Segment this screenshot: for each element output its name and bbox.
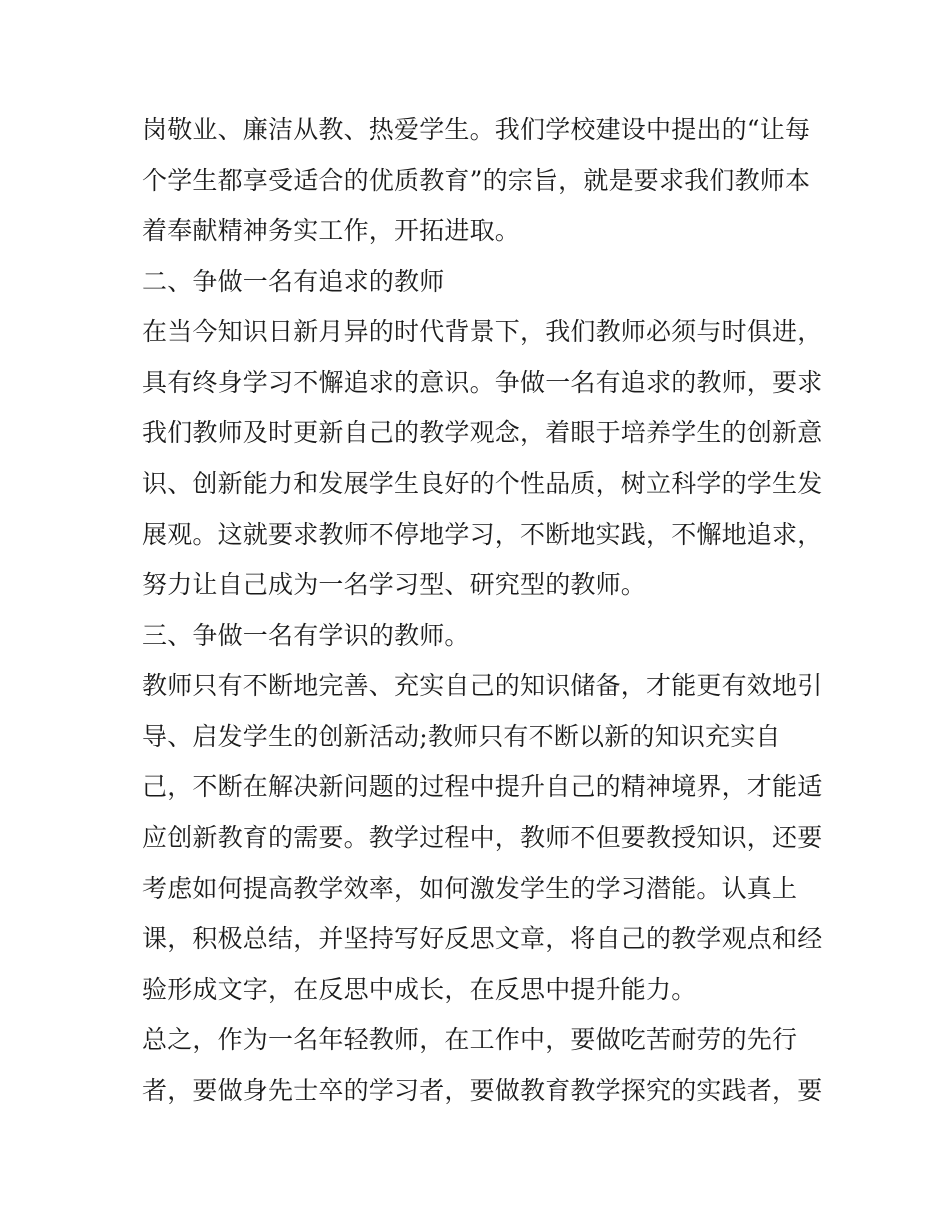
text-line-6: 具有终身学习不懈追求的意识。争做一名有追求的教师，要求 xyxy=(142,368,823,397)
text-line-10: 努力让自己成为一名学习型、研究型的教师。 xyxy=(142,570,647,599)
text-line-16: 考虑如何提高教学效率，如何激发学生的学习潜能。认真上 xyxy=(142,874,798,903)
section-heading-2: 二、争做一名有追求的教师 xyxy=(142,267,445,296)
text-line-17: 课，积极总结，并坚持写好反思文章，将自己的教学观点和经 xyxy=(142,924,823,953)
section-heading-3: 三、争做一名有学识的教师。 xyxy=(142,621,470,650)
text-line-12: 教师只有不断地完善、充实自己的知识储备，才能更有效地引 xyxy=(142,671,823,700)
text-line-5: 在当今知识日新月异的时代背景下，我们教师必须与时俱进， xyxy=(142,317,823,346)
text-line-8: 识、创新能力和发展学生良好的个性品质，树立科学的学生发 xyxy=(142,469,823,498)
text-line-20: 者，要做身先士卒的学习者，要做教育教学探究的实践者，要 xyxy=(142,1076,823,1105)
text-line-18: 验形成文字，在反思中成长，在反思中提升能力。 xyxy=(142,975,697,1004)
text-line-15: 应创新教育的需要。教学过程中，教师不但要教授知识，还要 xyxy=(142,823,823,852)
text-line-2: 个学生都享受适合的优质教育”的宗旨，就是要求我们教师本 xyxy=(142,166,811,195)
text-line-19: 总之，作为一名年轻教师，在工作中，要做吃苦耐劳的先行 xyxy=(142,1025,798,1054)
text-line-1: 岗敬业、廉洁从教、热爱学生。我们学校建设中提出的“让每 xyxy=(142,115,811,144)
text-line-3: 着奉献精神务实工作，开拓进取。 xyxy=(142,216,521,245)
text-line-7: 我们教师及时更新自己的教学观念，着眼于培养学生的创新意 xyxy=(142,418,823,447)
text-line-9: 展观。这就要求教师不停地学习，不断地实践，不懈地追求， xyxy=(142,520,823,549)
text-line-14: 己，不断在解决新问题的过程中提升自己的精神境界，才能适 xyxy=(142,772,823,801)
text-line-13: 导、启发学生的创新活动;教师只有不断以新的知识充实自 xyxy=(142,722,781,751)
